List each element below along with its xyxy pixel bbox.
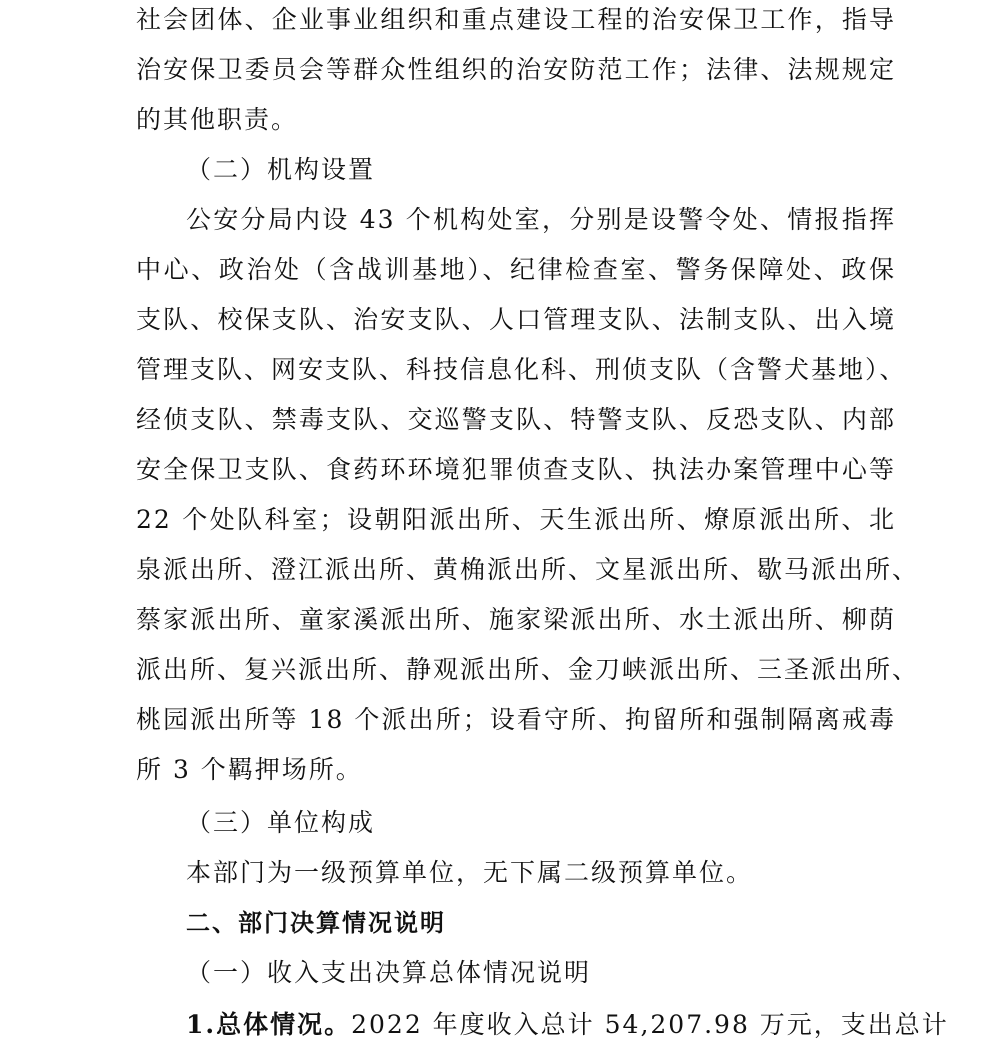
paragraph-lead: 1.总体情况。 bbox=[186, 1010, 352, 1039]
body-text-line: 桃园派出所等 18 个派出所；设看守所、拘留所和强制隔离戒毒 bbox=[136, 705, 896, 734]
body-text-line: 社会团体、企业事业组织和重点建设工程的治安保卫工作，指导 bbox=[136, 5, 896, 34]
section-heading: 二、部门决算情况说明 bbox=[186, 909, 446, 937]
body-text-line: 所 3 个羁押场所。 bbox=[136, 755, 363, 784]
body-text-line: 中心、政治处（含战训基地）、纪律检查室、警务保障处、政保 bbox=[136, 255, 896, 284]
body-text-line: 泉派出所、澄江派出所、黄桷派出所、文星派出所、歇马派出所、 bbox=[136, 555, 920, 584]
body-text-line: 管理支队、网安支队、科技信息化科、刑侦支队（含警犬基地）、 bbox=[136, 355, 907, 384]
section-subheading: （二）机构设置 bbox=[186, 155, 376, 184]
paragraph-text: 2022 年度收入总计 54,207.98 万元，支出总计 bbox=[351, 1010, 949, 1039]
section-subheading: （三）单位构成 bbox=[186, 808, 376, 837]
body-text-line: 的其他职责。 bbox=[136, 105, 299, 134]
body-text-line: 公安分局内设 43 个机构处室，分别是设警令处、情报指挥 bbox=[186, 205, 896, 234]
body-text-line: 本部门为一级预算单位，无下属二级预算单位。 bbox=[186, 858, 754, 887]
body-text-line: 治安保卫委员会等群众性组织的治安防范工作；法律、法规规定 bbox=[136, 55, 896, 84]
section-subheading: （一）收入支出决算总体情况说明 bbox=[186, 958, 592, 987]
body-text-line: 蔡家派出所、童家溪派出所、施家梁派出所、水土派出所、柳荫 bbox=[136, 605, 896, 634]
body-text-line: 22 个处队科室；设朝阳派出所、天生派出所、燎原派出所、北 bbox=[136, 505, 896, 534]
body-text-line: 派出所、复兴派出所、静观派出所、金刀峡派出所、三圣派出所、 bbox=[136, 655, 920, 684]
body-text-line: 经侦支队、禁毒支队、交巡警支队、特警支队、反恐支队、内部 bbox=[136, 405, 896, 434]
body-text-line: 安全保卫支队、食药环环境犯罪侦查支队、执法办案管理中心等 bbox=[136, 455, 896, 484]
body-text-line: 支队、校保支队、治安支队、人口管理支队、法制支队、出入境 bbox=[136, 305, 896, 334]
body-text-line bbox=[186, 1000, 949, 1050]
